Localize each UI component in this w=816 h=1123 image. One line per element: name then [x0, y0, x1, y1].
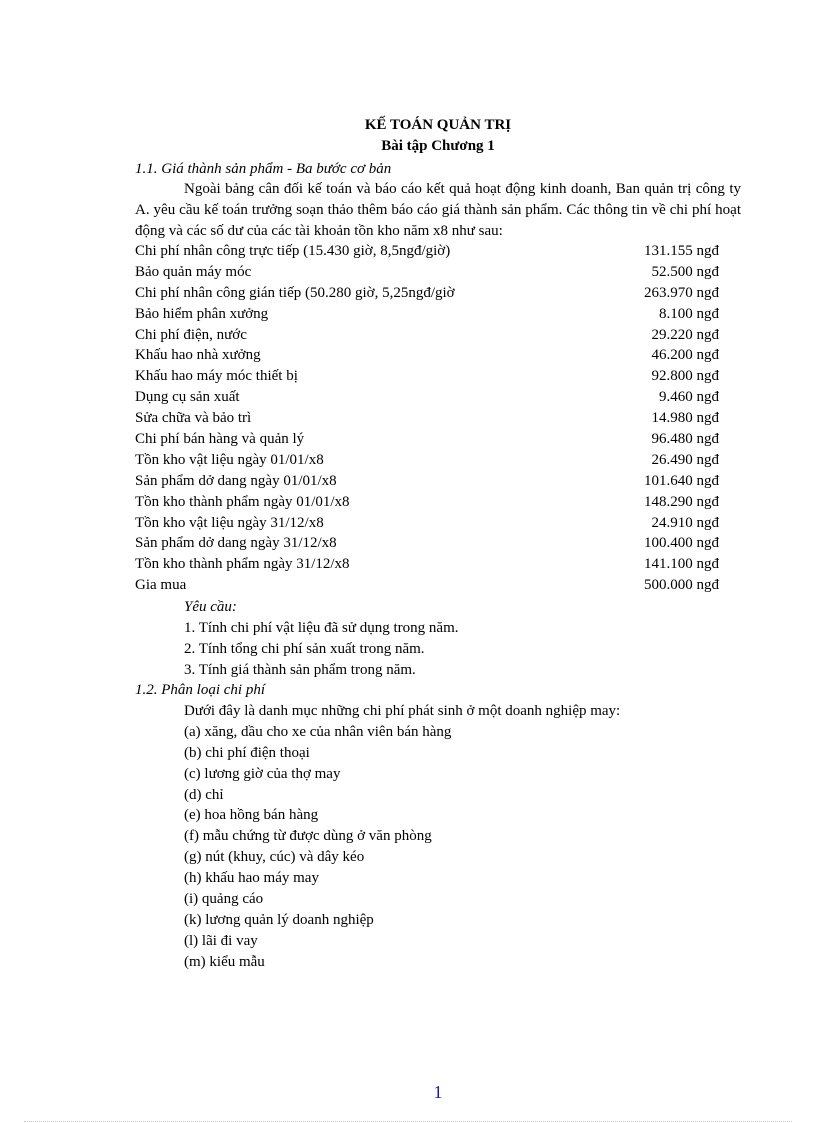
cost-item-value: 46.200 ngđ: [651, 347, 719, 364]
cost-item-label: Sản phẩm dở dang ngày 01/01/x8: [135, 472, 337, 489]
cost-item-label: Sản phẩm dở dang ngày 31/12/x8: [135, 535, 337, 552]
cost-item-value: 9.460 ngđ: [659, 389, 719, 406]
list-item: (a) xăng, dầu cho xe của nhân viên bán hàng: [184, 723, 452, 740]
page-number: 1: [433, 1082, 443, 1102]
list-item: (c) lương giờ của thợ may: [184, 765, 341, 782]
cost-item-value: 26.490 ngđ: [651, 451, 719, 468]
cost-item-label: Tồn kho thành phẩm ngày 31/12/x8: [135, 556, 350, 573]
cost-item-row: [135, 345, 719, 366]
document-subtitle: Bài tập Chương 1: [381, 138, 495, 154]
cost-item-value: 131.155 ngđ: [644, 243, 719, 259]
cost-item-label: Tồn kho thành phẩm ngày 01/01/x8: [135, 493, 350, 510]
cost-item-row: [135, 283, 719, 304]
section-2-heading: 1.2. Phân loại chi phí: [135, 682, 265, 698]
requirement-item: 1. Tính chi phí vật liệu đã sử dụng trong năm.: [184, 619, 459, 636]
cost-item-row: [135, 366, 719, 387]
cost-item-value: 263.970 ngđ: [644, 284, 719, 301]
cost-item-row: [135, 241, 719, 262]
cost-item-row: [135, 450, 719, 471]
cost-item-value: 52.500 ngđ: [651, 263, 719, 280]
cost-item-value: 29.220 ngđ: [651, 326, 719, 343]
cost-item-label: Chi phí nhân công trực tiếp (15.430 giờ, 8,5ngđ/giờ): [135, 243, 451, 259]
cost-item-row: [135, 513, 719, 534]
cost-item-label: Gia mua: [135, 577, 187, 594]
requirement-item: 3. Tính giá thành sản phẩm trong năm.: [184, 661, 416, 678]
cost-item-row: [135, 304, 719, 325]
cost-item-label: Chi phí điện, nước: [135, 326, 247, 343]
requirements-block: [184, 597, 458, 681]
cost-item-value: 96.480 ngđ: [651, 431, 719, 448]
cost-item-value: 100.400 ngđ: [644, 535, 719, 552]
document-title: KẾ TOÁN QUẢN TRỊ: [364, 117, 512, 133]
list-item: (l) lãi đi vay: [184, 932, 258, 949]
cost-items-list: [135, 241, 719, 596]
cost-item-value: 14.980 ngđ: [651, 410, 719, 427]
cost-item-value: 24.910 ngđ: [651, 514, 719, 531]
cost-item-row: [135, 325, 719, 346]
cost-item-row: [135, 492, 719, 513]
cost-item-label: Khấu hao nhà xưởng: [135, 347, 261, 364]
cost-item-label: Tồn kho vật liệu ngày 01/01/x8: [135, 451, 324, 468]
cost-item-label: Khấu hao máy móc thiết bị: [135, 368, 298, 385]
cost-item-label: Bảo quản máy móc: [135, 263, 252, 280]
section-2-intro: Dưới đây là danh mục những chi phí phát sinh ở một doanh nghiệp may:: [184, 703, 621, 719]
cost-item-row: [135, 554, 719, 575]
list-item: (b) chi phí điện thoại: [184, 744, 310, 761]
list-item: (d) chỉ: [184, 786, 224, 803]
cost-item-value: 8.100 ngđ: [659, 305, 719, 322]
cost-item-row: [135, 471, 719, 492]
section-1-intro: [135, 179, 741, 242]
expense-list: [184, 701, 620, 973]
list-item: (m) kiểu mẫu: [184, 953, 265, 970]
cost-item-label: Bảo hiểm phân xưởng: [135, 305, 269, 322]
cost-item-value: 101.640 ngđ: [644, 472, 719, 489]
cost-item-label: Sửa chữa và bảo trì: [135, 410, 252, 427]
requirement-item: 2. Tính tổng chi phí sản xuất trong năm.: [184, 640, 425, 657]
cost-item-row: [135, 533, 719, 554]
cost-item-row: [135, 575, 719, 596]
section-1-heading: 1.1. Giá thành sản phẩm - Ba bước cơ bản: [135, 161, 392, 177]
list-item: (i) quảng cáo: [184, 891, 264, 908]
list-item: (h) khấu hao máy may: [184, 870, 319, 887]
cost-item-value: 141.100 ngđ: [644, 556, 719, 573]
intro-paragraph: Ngoài bảng cân đối kế toán và báo cáo kết quả hoạt động kinh doanh, Ban quản trị công ty A. yêu cầu kế toán trưởng soạn thảo thêm báo cáo giá thành sản phẩm. Các thông tin về chi phí hoạt động và các số dư của các tài khoản tồn kho năm x8 như sau:: [135, 181, 741, 239]
list-item: (k) lương quản lý doanh nghiệp: [184, 911, 374, 928]
footer-divider: [24, 1121, 792, 1122]
cost-item-label: Dụng cụ sản xuất: [135, 389, 240, 406]
list-item: (g) nút (khuy, cúc) và dây kéo: [184, 849, 365, 866]
cost-item-label: Chi phí nhân công gián tiếp (50.280 giờ, 5,25ngđ/giờ: [135, 284, 455, 301]
list-item: (e) hoa hồng bán hàng: [184, 807, 319, 824]
list-item: (f) mẫu chứng từ được dùng ở văn phòng: [184, 828, 432, 845]
cost-item-label: Chi phí bán hàng và quản lý: [135, 431, 305, 448]
cost-item-row: [135, 387, 719, 408]
cost-item-row: [135, 429, 719, 450]
cost-item-row: [135, 408, 719, 429]
cost-item-value: 500.000 ngđ: [644, 577, 719, 594]
cost-item-value: 148.290 ngđ: [644, 493, 719, 510]
cost-item-label: Tồn kho vật liệu ngày 31/12/x8: [135, 514, 324, 531]
requirements-heading: Yêu cầu:: [184, 599, 237, 615]
cost-item-value: 92.800 ngđ: [651, 368, 719, 385]
cost-item-row: [135, 262, 719, 283]
